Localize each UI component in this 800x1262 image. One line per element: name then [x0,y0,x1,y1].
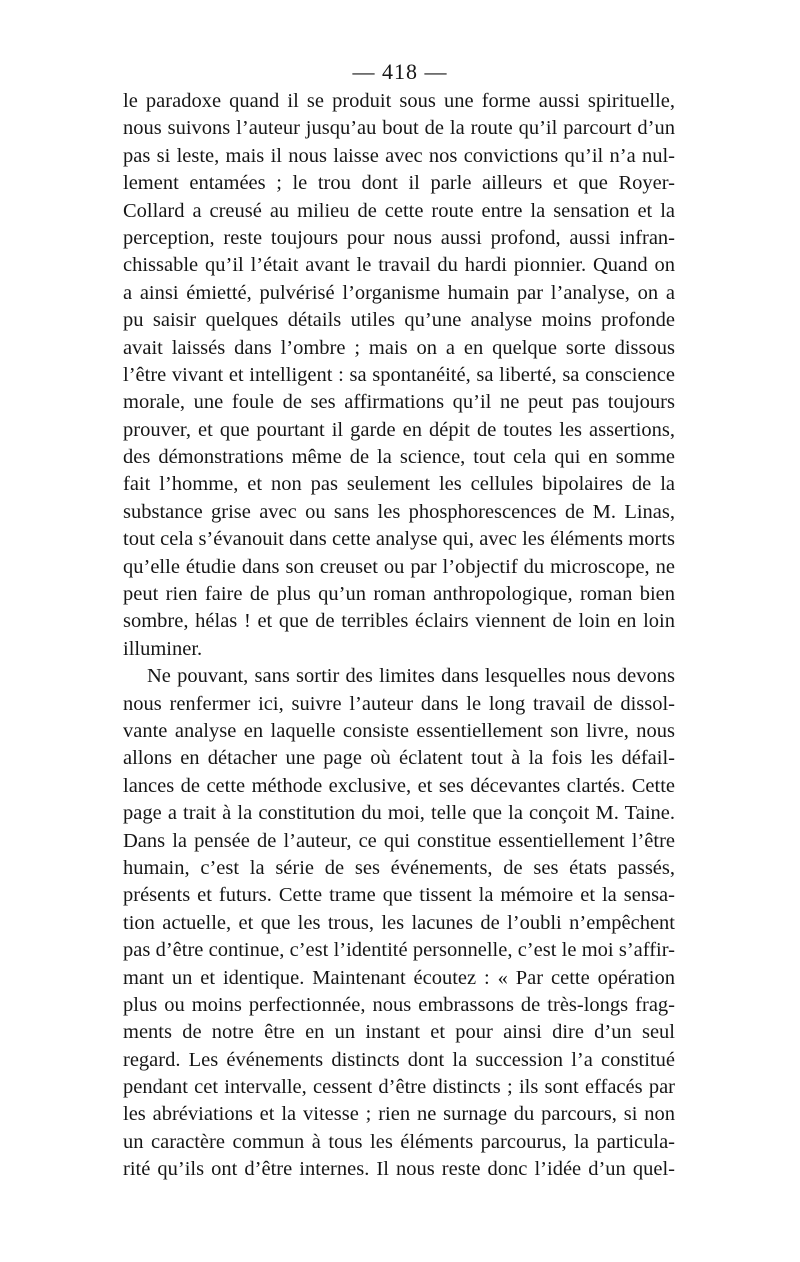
text-line: Collard a creusé au milieu de cette route entre la sensation et la [123,199,675,222]
text-line: pas si leste, mais il nous laisse avec nos convictions qu’il n’a nul- [123,144,675,167]
text-line: avait laissés dans l’ombre ; mais on a en quelque sorte dissous [123,336,675,359]
text-line: Ne pouvant, sans sortir des limites dans lesquelles nous devons [147,665,675,688]
text-line: regard. Les événements distincts dont la succession l’a constitué [123,1048,675,1071]
text-line: morale, une foule de ses affirmations qu’il ne peut pas toujours [123,391,675,414]
text-line: pendant cet intervalle, cessent d’être distincts ; ils sont effacés par [123,1076,675,1099]
paragraph-1 [123,88,675,663]
text-line: nous suivons l’auteur jusqu’au bout de la route qu’il parcourt d’un [123,117,675,140]
text-line: l’être vivant et intelligent : sa spontanéité, sa liberté, sa conscience [123,363,675,386]
text-line: prouver, et que pourtant il garde en dépit de toutes les assertions, [123,418,675,441]
text-line: le paradoxe quand il se produit sous une forme aussi spirituelle, [123,90,675,112]
text-line: pas d’être continue, c’est l’identité personnelle, c’est le moi s’affir- [123,939,675,962]
text-line: sombre, hélas ! et que de terribles éclairs viennent de loin en loin [123,610,675,633]
text-line: pu saisir quelques détails utiles qu’une analyse moins profonde [123,309,675,332]
text-line: tion actuelle, et que les trous, les lacunes de l’oubli n’empêchent [123,911,675,934]
text-line: chissable qu’il l’était avant le travail du hardi pionnier. Quand on [123,254,675,277]
text-line: les abréviations et la vitesse ; rien ne surnage du parcours, si non [123,1103,675,1126]
text-line: page a trait à la constitution du moi, telle que la conçoit M. Taine. [123,802,675,825]
text-line: peut rien faire de plus qu’un roman anthropologique, roman bien [123,583,675,606]
text-line: rité qu’ils ont d’être internes. Il nous reste donc l’idée d’un quel- [123,1158,675,1181]
text-line: allons en détacher une page où éclatent tout à la fois les défail- [123,747,675,770]
text-line: des démonstrations même de la science, tout cela qui en somme [123,446,675,469]
body-text [123,88,675,1184]
text-line: plus ou moins perfectionnée, nous embrassons de très-longs frag- [123,993,675,1016]
text-line: qu’elle étudie dans son creuset ou par l’objectif du microscope, ne [123,555,675,578]
text-line: ments de notre être en un instant et pour ainsi dire d’un seul [123,1021,675,1044]
text-line: a ainsi émietté, pulvérisé l’organisme humain par l’analyse, on a [123,281,675,304]
text-line: Dans la pensée de l’auteur, ce qui constitue essentiellement l’être [123,829,675,852]
page-number: — 418 — [352,59,448,84]
text-line: substance grise avec ou sans les phosphorescences de M. Linas, [123,500,675,523]
text-line: tout cela s’évanouit dans cette analyse qui, avec les éléments morts [123,528,675,551]
text-line: fait l’homme, et non pas seulement les cellules bipolaires de la [123,473,675,496]
text-line: humain, c’est la série de ses événements, de ses états passés, [123,856,675,879]
text-line: lement entamées ; le trou dont il parle ailleurs et que Royer- [123,172,675,195]
paragraph-2 [123,663,675,1183]
text-line: présents et futurs. Cette trame que tissent la mémoire et la sensa- [123,884,675,907]
text-line: perception, reste toujours pour nous aussi profond, aussi infran- [123,226,675,249]
text-line: mant un et identique. Maintenant écoutez : « Par cette opération [123,966,675,989]
text-line: un caractère commun à tous les éléments parcourus, la particula- [123,1130,675,1153]
text-line: lances de cette méthode exclusive, et ses décevantes clartés. Cette [123,774,675,797]
text-line: nous renfermer ici, suivre l’auteur dans le long travail de dissol- [123,692,675,715]
text-line: illuminer. [123,637,203,660]
text-line: vante analyse en laquelle consiste essentiellement son livre, nous [123,719,675,742]
